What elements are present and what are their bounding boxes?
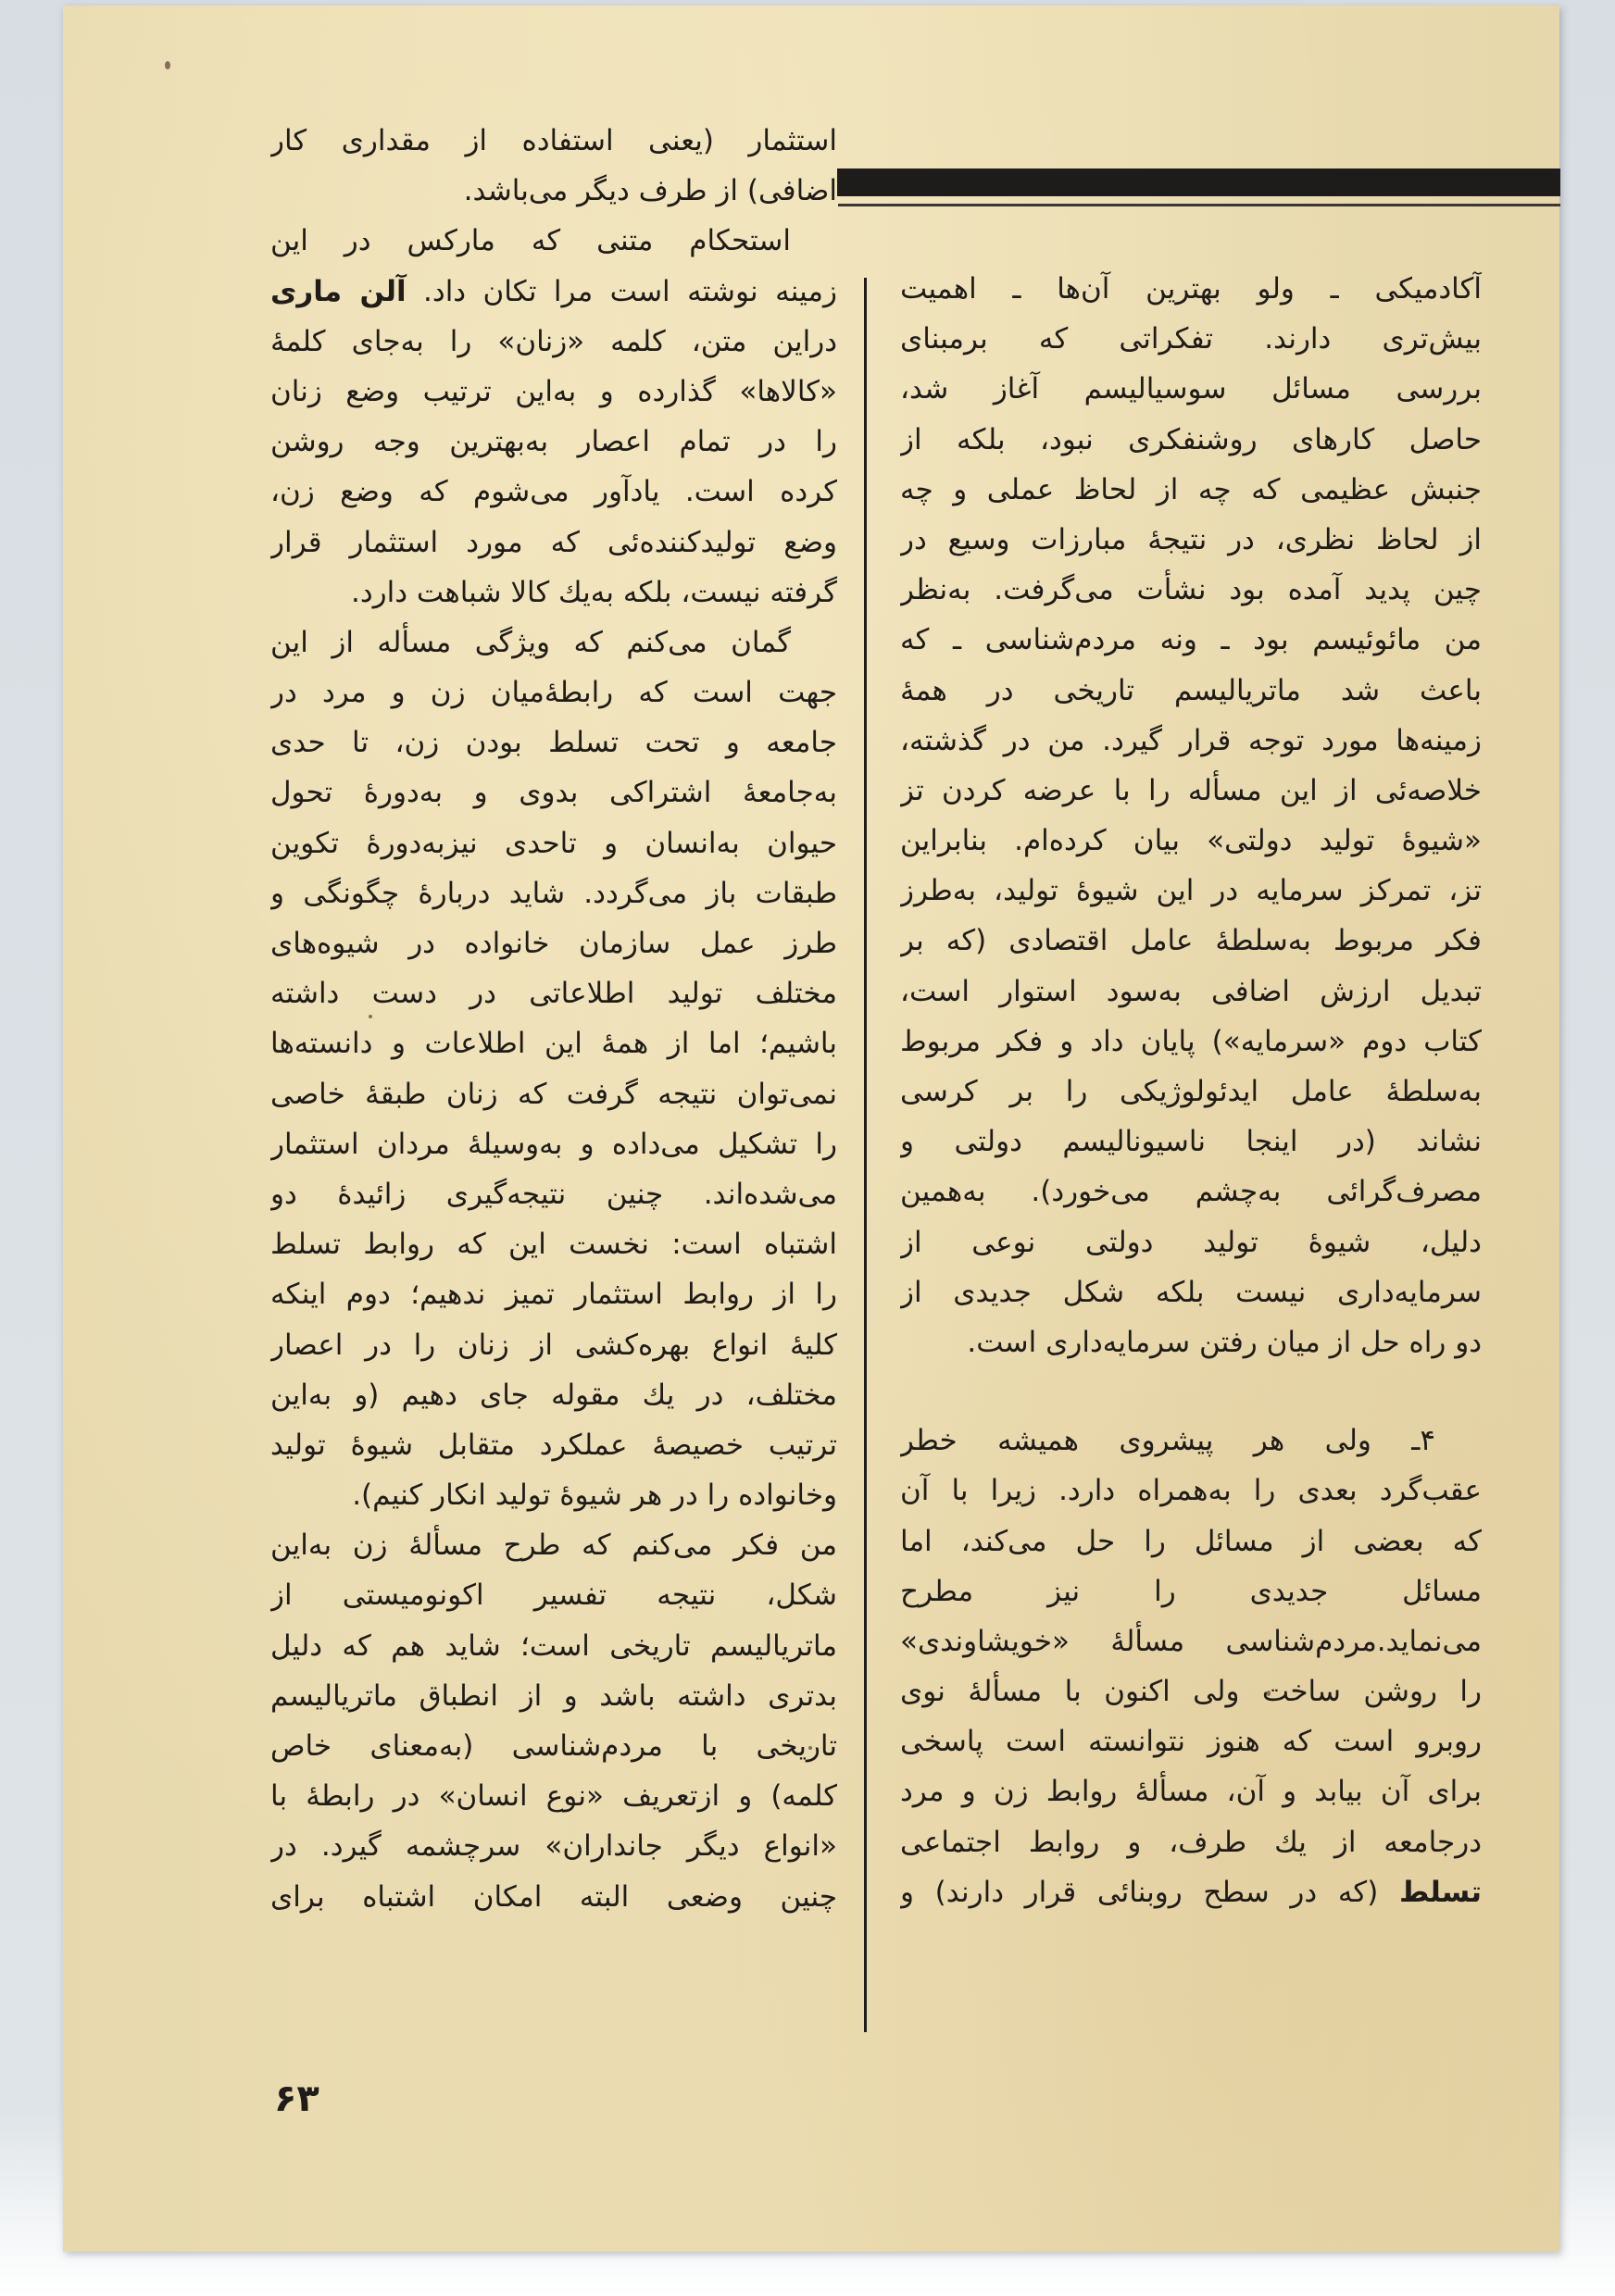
line-text: مختلف، در یك مقوله جای دهیم (و به‌این bbox=[270, 1378, 837, 1412]
line-text: را در تمام اعصار به‌بهترین وجه روشن bbox=[270, 425, 837, 459]
text-line bbox=[270, 568, 837, 618]
text-line bbox=[900, 1466, 1482, 1516]
text-line bbox=[270, 1370, 837, 1420]
text-line bbox=[270, 518, 837, 568]
line-text: سرمایه‌داری نیست بلکه شکل جدیدی از bbox=[900, 1275, 1482, 1309]
header-rule bbox=[838, 204, 1560, 206]
line-text: را از روابط استثمار تمیز ندهیم؛ دوم اینکه bbox=[270, 1278, 837, 1312]
line-text: تاریخی با مردم‌شناسی (به‌معنای خاص bbox=[270, 1729, 837, 1763]
text-line bbox=[900, 1817, 1482, 1867]
text-line bbox=[900, 1566, 1482, 1616]
line-text: زمینه‌ها مورد توجه قرار گیرد. من در گذشته، bbox=[900, 723, 1482, 757]
line-text: طبقات باز می‌گردد. شاید دربارهٔ چگونگی و bbox=[270, 876, 837, 910]
text-line bbox=[900, 1117, 1482, 1167]
header-black-bar bbox=[837, 168, 1560, 196]
text-line bbox=[270, 767, 837, 817]
line-text: شکل، نتیجه تفسیر اکونومیستی از bbox=[270, 1578, 837, 1613]
text-line bbox=[900, 916, 1482, 966]
line-text: من فکر می‌کنم که طرح مسألهٔ زن به‌این bbox=[270, 1529, 837, 1563]
line-text: نشاند (در اینجا ناسیونالیسم دولتی و bbox=[900, 1125, 1482, 1159]
line-text: می‌شده‌اند. چنین نتیجه‌گیری زائیدهٔ دو bbox=[270, 1177, 837, 1211]
line-text: اشتباه است: نخست این که روابط تسلط bbox=[270, 1228, 837, 1262]
line-text: مسائل جدیدی را نیز مطرح bbox=[900, 1574, 1482, 1608]
line-text: گمان می‌کنم که ویژگی مسأله از این bbox=[270, 625, 791, 659]
line-text: عقب‌گرد بعدی را به‌همراه دارد. زیرا با آن bbox=[900, 1474, 1482, 1508]
text-line bbox=[270, 1169, 837, 1219]
line-text: را روشن ساخت ولی اکنون با مسألهٔ نوی bbox=[900, 1675, 1482, 1709]
text-line bbox=[270, 317, 837, 367]
line-text: استثمار (یعنی استفاده از مقداری کار bbox=[270, 124, 837, 157]
line-text: برای آن بیابد و آن، مسألهٔ روابط زن و مرد bbox=[900, 1775, 1482, 1809]
text-line bbox=[270, 1470, 837, 1520]
line-text: کرده است. یادآور می‌شوم که وضع زن، bbox=[270, 475, 837, 509]
text-line bbox=[900, 1217, 1482, 1267]
line-text: حاصل کارهای روشنفکری نبود، بلکه از bbox=[900, 422, 1482, 456]
line-text: مختلف تولید اطلاعاتی در دست داشته bbox=[270, 977, 837, 1011]
text-line bbox=[270, 1671, 837, 1721]
text-line bbox=[270, 718, 837, 767]
line-text: کلمه) و ازتعریف «نوع انسان» در رابطهٔ با bbox=[270, 1779, 837, 1814]
line-text: دو راه حل از میان رفتن سرمایه‌داری است. bbox=[967, 1325, 1482, 1359]
text-line bbox=[900, 666, 1482, 716]
line-text: از لحاظ نظری، در نتیجهٔ مبارزات وسیع در bbox=[900, 522, 1482, 556]
text-line bbox=[900, 816, 1482, 866]
line-text: که بعضی از مسائل را حل می‌کند، اما bbox=[900, 1524, 1482, 1558]
text-line bbox=[900, 1516, 1482, 1566]
line-text: استحکام متنی که مارکس در این bbox=[270, 224, 791, 258]
line-text: کتاب دوم «سرمایه») پایان داد و فکر مربوط bbox=[900, 1024, 1482, 1058]
text-line bbox=[270, 467, 837, 517]
text-line bbox=[270, 116, 837, 166]
text-line bbox=[270, 166, 837, 216]
line-text: را تشکیل می‌داده و به‌وسیلهٔ مردان استثمار bbox=[270, 1127, 837, 1161]
line-text: دلیل، شیوهٔ تولید دولتی نوعی از bbox=[900, 1225, 1482, 1259]
text-line bbox=[270, 1219, 837, 1269]
text-line bbox=[270, 1520, 837, 1570]
text-line bbox=[270, 668, 837, 718]
text-line bbox=[900, 1317, 1482, 1367]
text-line bbox=[270, 1771, 837, 1821]
text-line bbox=[270, 1420, 837, 1470]
line-text: جنبش عظیمی که چه از لحاظ عملی و چه bbox=[900, 472, 1482, 506]
line-text: بدتری داشته باشد و از انطباق ماتریالیسم bbox=[270, 1678, 837, 1713]
text-line bbox=[270, 1320, 837, 1370]
text-line bbox=[900, 866, 1482, 916]
text-line bbox=[900, 967, 1482, 1017]
line-text: «کالاها» گذارده و به‌این ترتیب وضع زنان bbox=[270, 374, 837, 408]
text-line bbox=[270, 618, 837, 668]
text-line bbox=[900, 766, 1482, 816]
text-line bbox=[900, 1267, 1482, 1317]
text-line bbox=[270, 818, 837, 868]
line-text: ۴ـ ولی هر پیشروی همیشه خطر bbox=[900, 1424, 1435, 1458]
text-line bbox=[270, 367, 837, 417]
line-text: تبدیل ارزش اضافی به‌سود استوار است، bbox=[900, 974, 1482, 1008]
text-line bbox=[900, 415, 1482, 465]
text-line bbox=[900, 314, 1482, 364]
line-text: کلیهٔ انواع بهره‌کشی از زنان را در اعصار bbox=[270, 1328, 837, 1362]
text-line bbox=[900, 465, 1482, 515]
line-text: وضع تولیدکننده‌ئی که مورد استثمار قرار bbox=[270, 525, 837, 559]
line-text: دراین متن، کلمه «زنان» را به‌جای کلمهٔ bbox=[270, 324, 837, 358]
text-line bbox=[270, 918, 837, 968]
line-text: می‌نماید.مردم‌شناسی مسألهٔ «خویشاوندی» bbox=[900, 1624, 1482, 1658]
line-text: باعث شد ماتریالیسم تاریخی در همهٔ bbox=[900, 673, 1482, 707]
line-text: طرز عمل سازمان خانواده در شیوه‌های bbox=[270, 927, 837, 960]
left-text-column bbox=[270, 116, 837, 1922]
line-text: گرفته نیست، بلکه به‌یك کالا شباهت دارد. bbox=[351, 575, 837, 609]
text-line bbox=[270, 417, 837, 467]
text-line bbox=[270, 1621, 837, 1671]
text-line bbox=[900, 615, 1482, 665]
text-line bbox=[270, 267, 837, 317]
line-text: من مائوئیسم بود ـ ونه مردم‌شناسی ـ که bbox=[900, 623, 1482, 657]
text-line bbox=[270, 1821, 837, 1871]
line-text: حیوان به‌انسان و تاحدی نیزبه‌دورهٔ تکوین bbox=[270, 826, 837, 860]
line-text: به‌جامعهٔ اشتراکی بدوی و به‌دورهٔ تحول bbox=[270, 776, 837, 810]
page-number: ۶۳ bbox=[274, 2078, 319, 2120]
text-line bbox=[900, 1867, 1482, 1917]
line-text: روبرو است که هنوز نتوانسته است پاسخی bbox=[900, 1725, 1482, 1759]
text-line bbox=[270, 216, 837, 266]
text-line bbox=[900, 565, 1482, 615]
line-text: نمی‌توان نتیجه گرفت که زنان طبقهٔ خاصی bbox=[270, 1077, 837, 1111]
line-text: بیش‌تری دارند. تفکراتی که برمبنای bbox=[900, 322, 1482, 356]
text-line bbox=[900, 1616, 1482, 1666]
text-line bbox=[270, 1069, 837, 1119]
line-text: فکر مربوط به‌سلطهٔ عامل اقتصادی (که بر bbox=[900, 924, 1482, 958]
text-line bbox=[270, 1570, 837, 1620]
paper-speck bbox=[165, 61, 170, 69]
line-text: آکادمیکی ـ ولو بهترین آن‌ها ـ اهمیت bbox=[900, 272, 1482, 306]
line-text: باشیم؛ اما از همهٔ این اطلاعات و دانسته‌ها bbox=[270, 1027, 837, 1061]
line-text: درجامعه از یك طرف، و روابط اجتماعی bbox=[900, 1825, 1482, 1859]
text-line bbox=[270, 1018, 837, 1068]
text-line bbox=[900, 1167, 1482, 1217]
line-text: ماتریالیسم تاریخی است؛ شاید هم که دلیل bbox=[270, 1628, 837, 1663]
line-text: تز، تمرکز سرمایه در این شیوهٔ تولید، به‌طرز bbox=[900, 874, 1482, 908]
text-line bbox=[900, 1766, 1482, 1816]
text-line bbox=[900, 1067, 1482, 1117]
line-text: به‌سلطهٔ عامل ایدئولوژیکی را بر کرسی bbox=[900, 1075, 1482, 1108]
text-line bbox=[270, 868, 837, 918]
right-text-column bbox=[900, 264, 1482, 1917]
line-text: چنین وضعی البته امکان اشتباه برای bbox=[270, 1879, 837, 1914]
line-text: (که در سطح روبنائی قرار دارند) و bbox=[900, 1875, 1379, 1909]
line-text: چین پدید آمده بود نشأت می‌گرفت. به‌نظر bbox=[900, 573, 1482, 607]
line-text: «انواع دیگر جانداران» سرچشمه گیرد. در bbox=[270, 1829, 837, 1864]
line-text: بررسی مسائل سوسیالیسم آغاز شد، bbox=[900, 372, 1482, 406]
bold-term: آلن ماری bbox=[270, 274, 407, 308]
line-text: خلاصه‌ئی از این مسأله را با عرضه کردن تز bbox=[900, 773, 1482, 807]
text-line bbox=[270, 1269, 837, 1319]
text-line bbox=[900, 364, 1482, 414]
text-line bbox=[270, 1872, 837, 1922]
paragraph-gap bbox=[900, 1367, 1482, 1416]
line-text: مصرف‌گرائی به‌چشم می‌خورد). به‌همین bbox=[900, 1175, 1482, 1209]
text-line bbox=[900, 515, 1482, 565]
text-line bbox=[900, 716, 1482, 766]
text-line bbox=[270, 1721, 837, 1771]
text-line bbox=[270, 968, 837, 1018]
text-line bbox=[900, 1017, 1482, 1067]
line-text: جامعه و تحت تسلط بودن زن، تا حدی bbox=[270, 726, 837, 760]
text-line bbox=[900, 1716, 1482, 1766]
line-text: زمینه نوشته است مرا تکان داد. bbox=[423, 274, 837, 308]
text-line bbox=[270, 1119, 837, 1169]
column-divider bbox=[864, 278, 867, 2032]
line-text: ترتیب خصیصهٔ عملکرد متقابل شیوهٔ تولید bbox=[270, 1428, 837, 1462]
bold-term: تسلط bbox=[1398, 1875, 1482, 1909]
text-line bbox=[900, 264, 1482, 314]
line-text: «شیوهٔ تولید دولتی» بیان کرده‌ام. بنابراین bbox=[900, 824, 1482, 858]
line-text: جهت است که رابطهٔ‌میان زن و مرد در bbox=[270, 676, 837, 710]
line-text: وخانواده را در هر شیوهٔ تولید انکار کنیم). bbox=[352, 1479, 837, 1513]
line-text: اضافی) از طرف دیگر می‌باشد. bbox=[463, 174, 837, 208]
text-line bbox=[900, 1416, 1482, 1466]
text-line bbox=[900, 1666, 1482, 1716]
